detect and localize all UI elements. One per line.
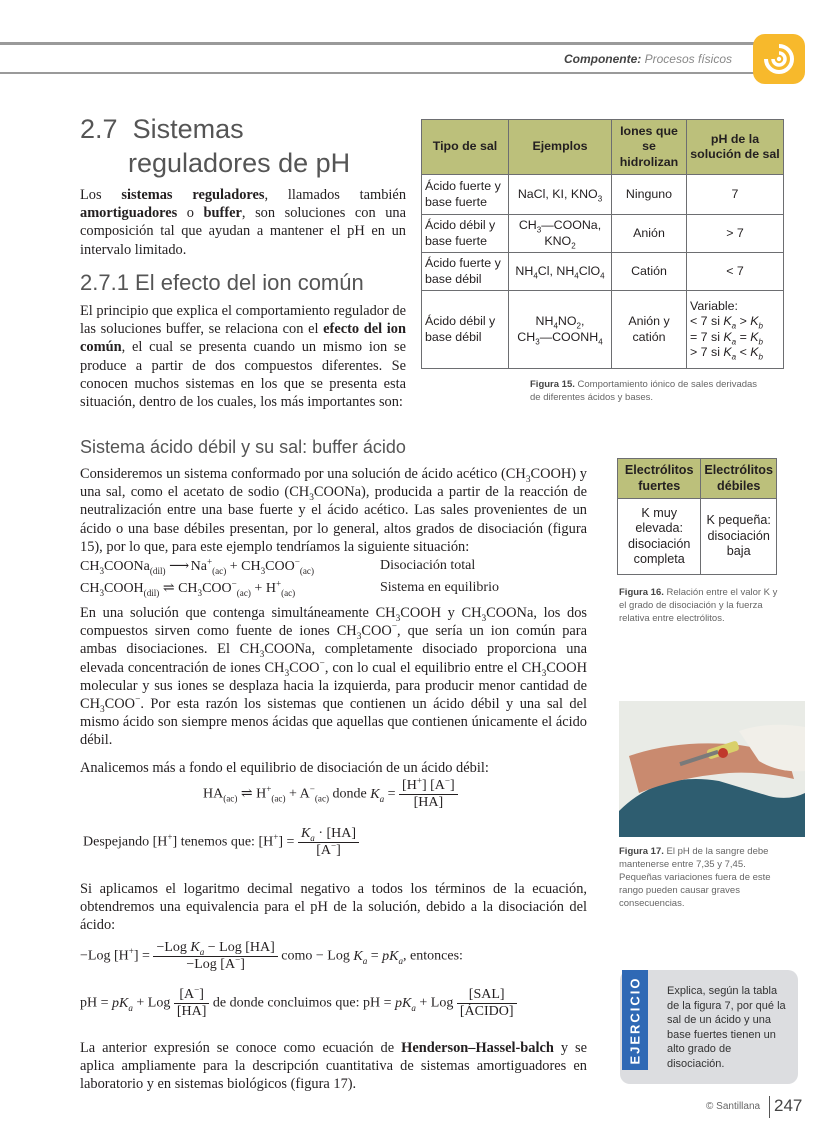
header-rule-top [0, 42, 755, 45]
section-title: 2.7 Sistemas reguladores de pH [80, 114, 351, 178]
table-row: K muy elevada: disociación completa K pequeña: disociación baja [618, 499, 777, 575]
equation-h-plus: Despejando [H+] tenemos que: [H+] = $\frac{K_a \cdot [HA]}{[A^-]}$ [83, 826, 359, 859]
ejercicio-label: EJERCICIO [627, 975, 643, 1065]
equation-dissociation: $HA_{(ac)}$ ⇌ $H^+_{(ac)} + A^-_{(ac)}$ donde $K_a$ = $\frac{[H^+] [A^-]}{[HA]}$ [203, 778, 458, 811]
header-ejemplos: Ejemplos [509, 120, 612, 175]
reaction-2: $CH_3COOH_{(dil)}$ ⇌ $CH_3COO^-_{(ac)} + H^+_{(ac)}$ Sistema en equilibrio [80, 578, 499, 598]
blood-sample-photo [619, 701, 805, 837]
header-rule-bottom [0, 72, 755, 74]
header-ph: pH de la solución de sal [687, 120, 784, 175]
analicemos-line: Analicemos más a fondo el equilibrio de disociación de un ácido débil: [80, 760, 489, 776]
figure-17-caption: Figura 17. El pH de la sangre debe mantenerse entre 7,35 y 7,45. Pequeñas variaciones fuera de este rango pueden causar graves consecuencias. [619, 846, 771, 909]
spiral-logo-icon [753, 34, 805, 84]
footer-publisher: © Santillana [706, 1101, 761, 1112]
figure-15-caption: Figura 15. Comportamiento iónico de sales derivadas de diferentes ácidos y bases. [530, 379, 758, 403]
final-paragraph: La anterior expresión se conoce como ecuación de Henderson–Hassel-balch y se aplica ampliamente para la descripción cuantitativa de sistemas amortiguadores en laboratorio y en sistemas biológicos (figura 17). [80, 1040, 587, 1093]
table-row: Ácido fuerte y base fuerte NaCl, KI, $KNO_3$ Ninguno 7 [422, 175, 784, 215]
figure-16-caption: Figura 16. Relación entre el valor K y el grado de disociación y la fuerza relativa entre electrólitos. [619, 587, 778, 624]
header-debiles: Electrólitos débiles [701, 459, 777, 499]
intro-paragraph: Los sistemas reguladores, llamados también amortiguadores o buffer, son soluciones con una composición tal que ayudan a mantener el pH en un intervalo limitado. [80, 187, 407, 258]
solution-paragraph: En una solución que contenga simultáneamente $CH_3COOH$ y $CH_3COONa$, los dos compuestos sirven como fuente de iones $CH_3COO^-$, que sería un ion común para ambas disociaciones. El $CH_3COONa$, completamente disociado proporciona una elevada concentración de iones $CH_3COO^-$, con lo cual el equilibrio entre el $CH_3COOH$ molecular y sus iones se desplaza hacia la izquierda, para producir menor cantidad de $CH_3COO^-$. Por esta razón los sistemas que contienen un ácido débil y una sal del mismo ácido son siempre menos ácidas que aquellas que contienen únicamente el ácido débil. [80, 605, 588, 749]
page-number: 247 [774, 1096, 803, 1115]
acetic-paragraph: Consideremos un sistema conformado por una solución de ácido acético $(CH_3COOH)$ y una sal, como el acetato de sodio $(CH_3COONa)$, producida a partir de la reacción de neutralización entre una base fuerte y el ácido acético. Las sales provenientes de un ácido o una base débiles presentan, por lo general, altos grados de disociación (figura 15), por lo que, para este ejemplo tendríamos la siguiente situación: [80, 466, 587, 555]
equation-henderson: pH = $pK_a$ + Log $\frac{[A^-]}{[HA]}$ de donde concluimos que: pH = $pK_a$ + Log $\frac{\text{[SAL]}}{\text{[ÁCIDO]}}$ [80, 987, 517, 1020]
footer-divider [769, 1096, 770, 1118]
reaction-1: $CH_3COONa_{(dil)}$ ⟶ $Na^+_{(ac)} + CH_3COO^-_{(ac)}$ Disociación total [80, 556, 476, 576]
equation-log: −Log [H+] = $\frac{-Log K_a - Log [HA]}{-Log [A^-]}$ como − Log $K_a = pK_a$, entonces: [80, 940, 463, 972]
ion-comun-paragraph: El principio que explica el comportamiento regulador de las soluciones buffer, se relaciona con el efecto del ion común, el cual se presenta cuando un mismo ion se produce a partir de dos compuestos diferentes. Se conocen muchos sistemas en los que se presenta esta situación, dentro de los cuales, los más importantes son: [80, 303, 407, 411]
header-fuertes: Electrólitos fuertes [618, 459, 701, 499]
salt-table [421, 119, 784, 369]
table-row: Ácido fuerte y base débil $NH_4Cl$, $NH_4ClO_4$ Catión < 7 [422, 253, 784, 291]
log-paragraph: Si aplicamos el logaritmo decimal negativo a todos los términos de la ecuación, obtendremos una equivalencia para el pH de la solución, debido a la disociación del ácido: [80, 881, 587, 934]
component-label: Componente: Procesos físicos [563, 52, 732, 66]
subsection-title: 2.7.1 El efecto del ion común [80, 270, 364, 295]
ejercicio-text: Explica, según la tabla de la figura 7, por qué la sal de un ácido y una base fuertes tienen un alto grado de disociación. [667, 985, 786, 1070]
electrolyte-table [617, 458, 777, 575]
subsubsection-title: Sistema ácido débil y su sal: buffer ácido [80, 437, 406, 457]
header-iones: Iones que se hidrolizan [612, 120, 687, 175]
header-tipo: Tipo de sal [422, 120, 509, 175]
table-row: Ácido débil y base fuerte $CH_3—COONa$, $KNO_2$ Anión > 7 [422, 215, 784, 253]
table-row: Ácido débil y base débil $NH_4NO_2$, $CH_3—COONH_4$ Anión y catión Variable: < 7 si $K_a > K_b$ = 7 si $K_a = K_b$ > 7 si $K_a < K_b$ [422, 291, 784, 369]
